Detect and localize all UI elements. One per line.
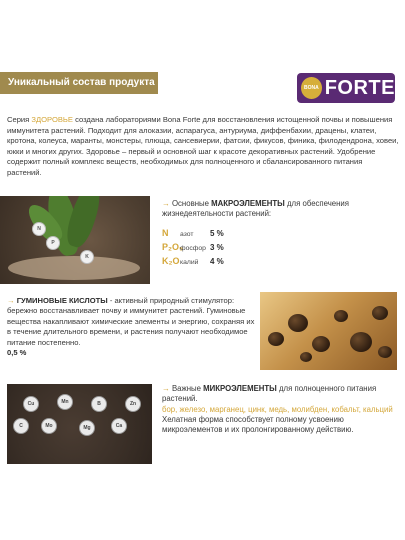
series-name: ЗДОРОВЬЕ — [31, 115, 73, 124]
element-b: B — [91, 396, 107, 412]
element-ca: Ca — [111, 418, 127, 434]
granule — [288, 314, 308, 332]
arrow-icon: → — [7, 296, 15, 305]
intro-paragraph — [7, 115, 399, 179]
macro-prefix: Основные — [169, 199, 212, 208]
brand-logo — [297, 73, 395, 103]
npk-value: 4 % — [210, 257, 224, 266]
macro-title: МАКРОЭЛЕМЕНТЫ — [211, 199, 285, 208]
npk-name: фосфор — [180, 245, 206, 252]
logo-badge: BONA — [301, 77, 322, 99]
macro-heading — [162, 199, 397, 219]
granule — [268, 332, 284, 346]
molecule-p: P — [46, 236, 60, 250]
molecule-k: K — [80, 250, 94, 264]
npk-symbol: P₂O₅ — [162, 242, 184, 252]
granule — [312, 336, 330, 352]
micro-paragraph — [162, 384, 402, 435]
micro-title: МИКРОЭЛЕМЕНТЫ — [203, 384, 277, 393]
soil-elements-photo — [7, 384, 152, 464]
macro-suffix: для обеспечения жизнедеятельности растений: — [162, 199, 350, 218]
micro-suffix: для полноценного питания растений. — [162, 384, 377, 404]
humic-paragraph — [7, 296, 257, 358]
element-cu: Cu — [23, 396, 39, 412]
npk-list — [162, 228, 224, 270]
molecule-n: N — [32, 222, 46, 236]
npk-row-phosphorus — [162, 242, 224, 256]
npk-value: 3 % — [210, 243, 224, 252]
element-mg: Mg — [79, 420, 95, 436]
intro-text: создана лабораториями Bona Forte для восстановления истощенной почвы и повышения иммунитета растений. Подходит для алоказии, аспарагуса, антуриума, диффенбахии, драцены, клатеи, кротона, колеуса, маранты, монстеры, плюща, сансевиерии, фатсии, фикусов, финика, филодендрона, ховеи, юкки и многих других. Здоровье – первый и основной шаг к красоте декоративных растений. Удобрение содержит полный комплекс веществ, необходимых для полноценного и сбалансированного питания растений. — [7, 115, 399, 177]
intro-prefix: Серия — [7, 115, 32, 124]
granule — [378, 346, 392, 358]
humic-value: 0,5 % — [7, 348, 27, 358]
micro-list: бор, железо, марганец, цинк, медь, молибден, кобальт, кальций — [162, 404, 393, 414]
npk-symbol: K₂O — [162, 256, 180, 266]
arrow-icon: → — [162, 384, 170, 393]
pot-rim — [8, 256, 140, 280]
humic-granules-photo — [260, 292, 397, 370]
element-c: C — [13, 418, 29, 434]
element-mn: Mn — [57, 394, 73, 410]
npk-name: калий — [180, 259, 199, 266]
element-zn: Zn — [125, 396, 141, 412]
granule — [372, 306, 388, 320]
arrow-icon: → — [162, 199, 170, 208]
granule — [300, 352, 312, 362]
granule — [334, 310, 348, 322]
micro-prefix: Важные — [169, 384, 204, 393]
logo-wordmark: FORTE — [324, 76, 395, 99]
element-mo: Mo — [41, 418, 57, 434]
npk-row-nitrogen — [162, 228, 224, 242]
plant-soil-photo — [0, 196, 150, 284]
npk-value: 5 % — [210, 229, 224, 238]
npk-name: азот — [180, 231, 194, 238]
section-title: Уникальный состав продукта — [0, 72, 158, 94]
humic-text: - активный природный стимулятор: бережно восстанавливает почву и иммунитет растений. Гуминовые вещества накапливают химические элементы и энергию, сохраняя их в течение длительного времени, и растения получают необходимое питание постепенно. — [7, 296, 255, 347]
humic-title: ГУМИНОВЫЕ КИСЛОТЫ — [14, 296, 108, 305]
chelate-text: Хелатная форма способствует полному усвоению микроэлементов и их пролонгированному действию. — [162, 414, 354, 435]
granule — [350, 332, 372, 352]
npk-symbol: N — [162, 228, 169, 238]
npk-row-potassium — [162, 256, 224, 270]
